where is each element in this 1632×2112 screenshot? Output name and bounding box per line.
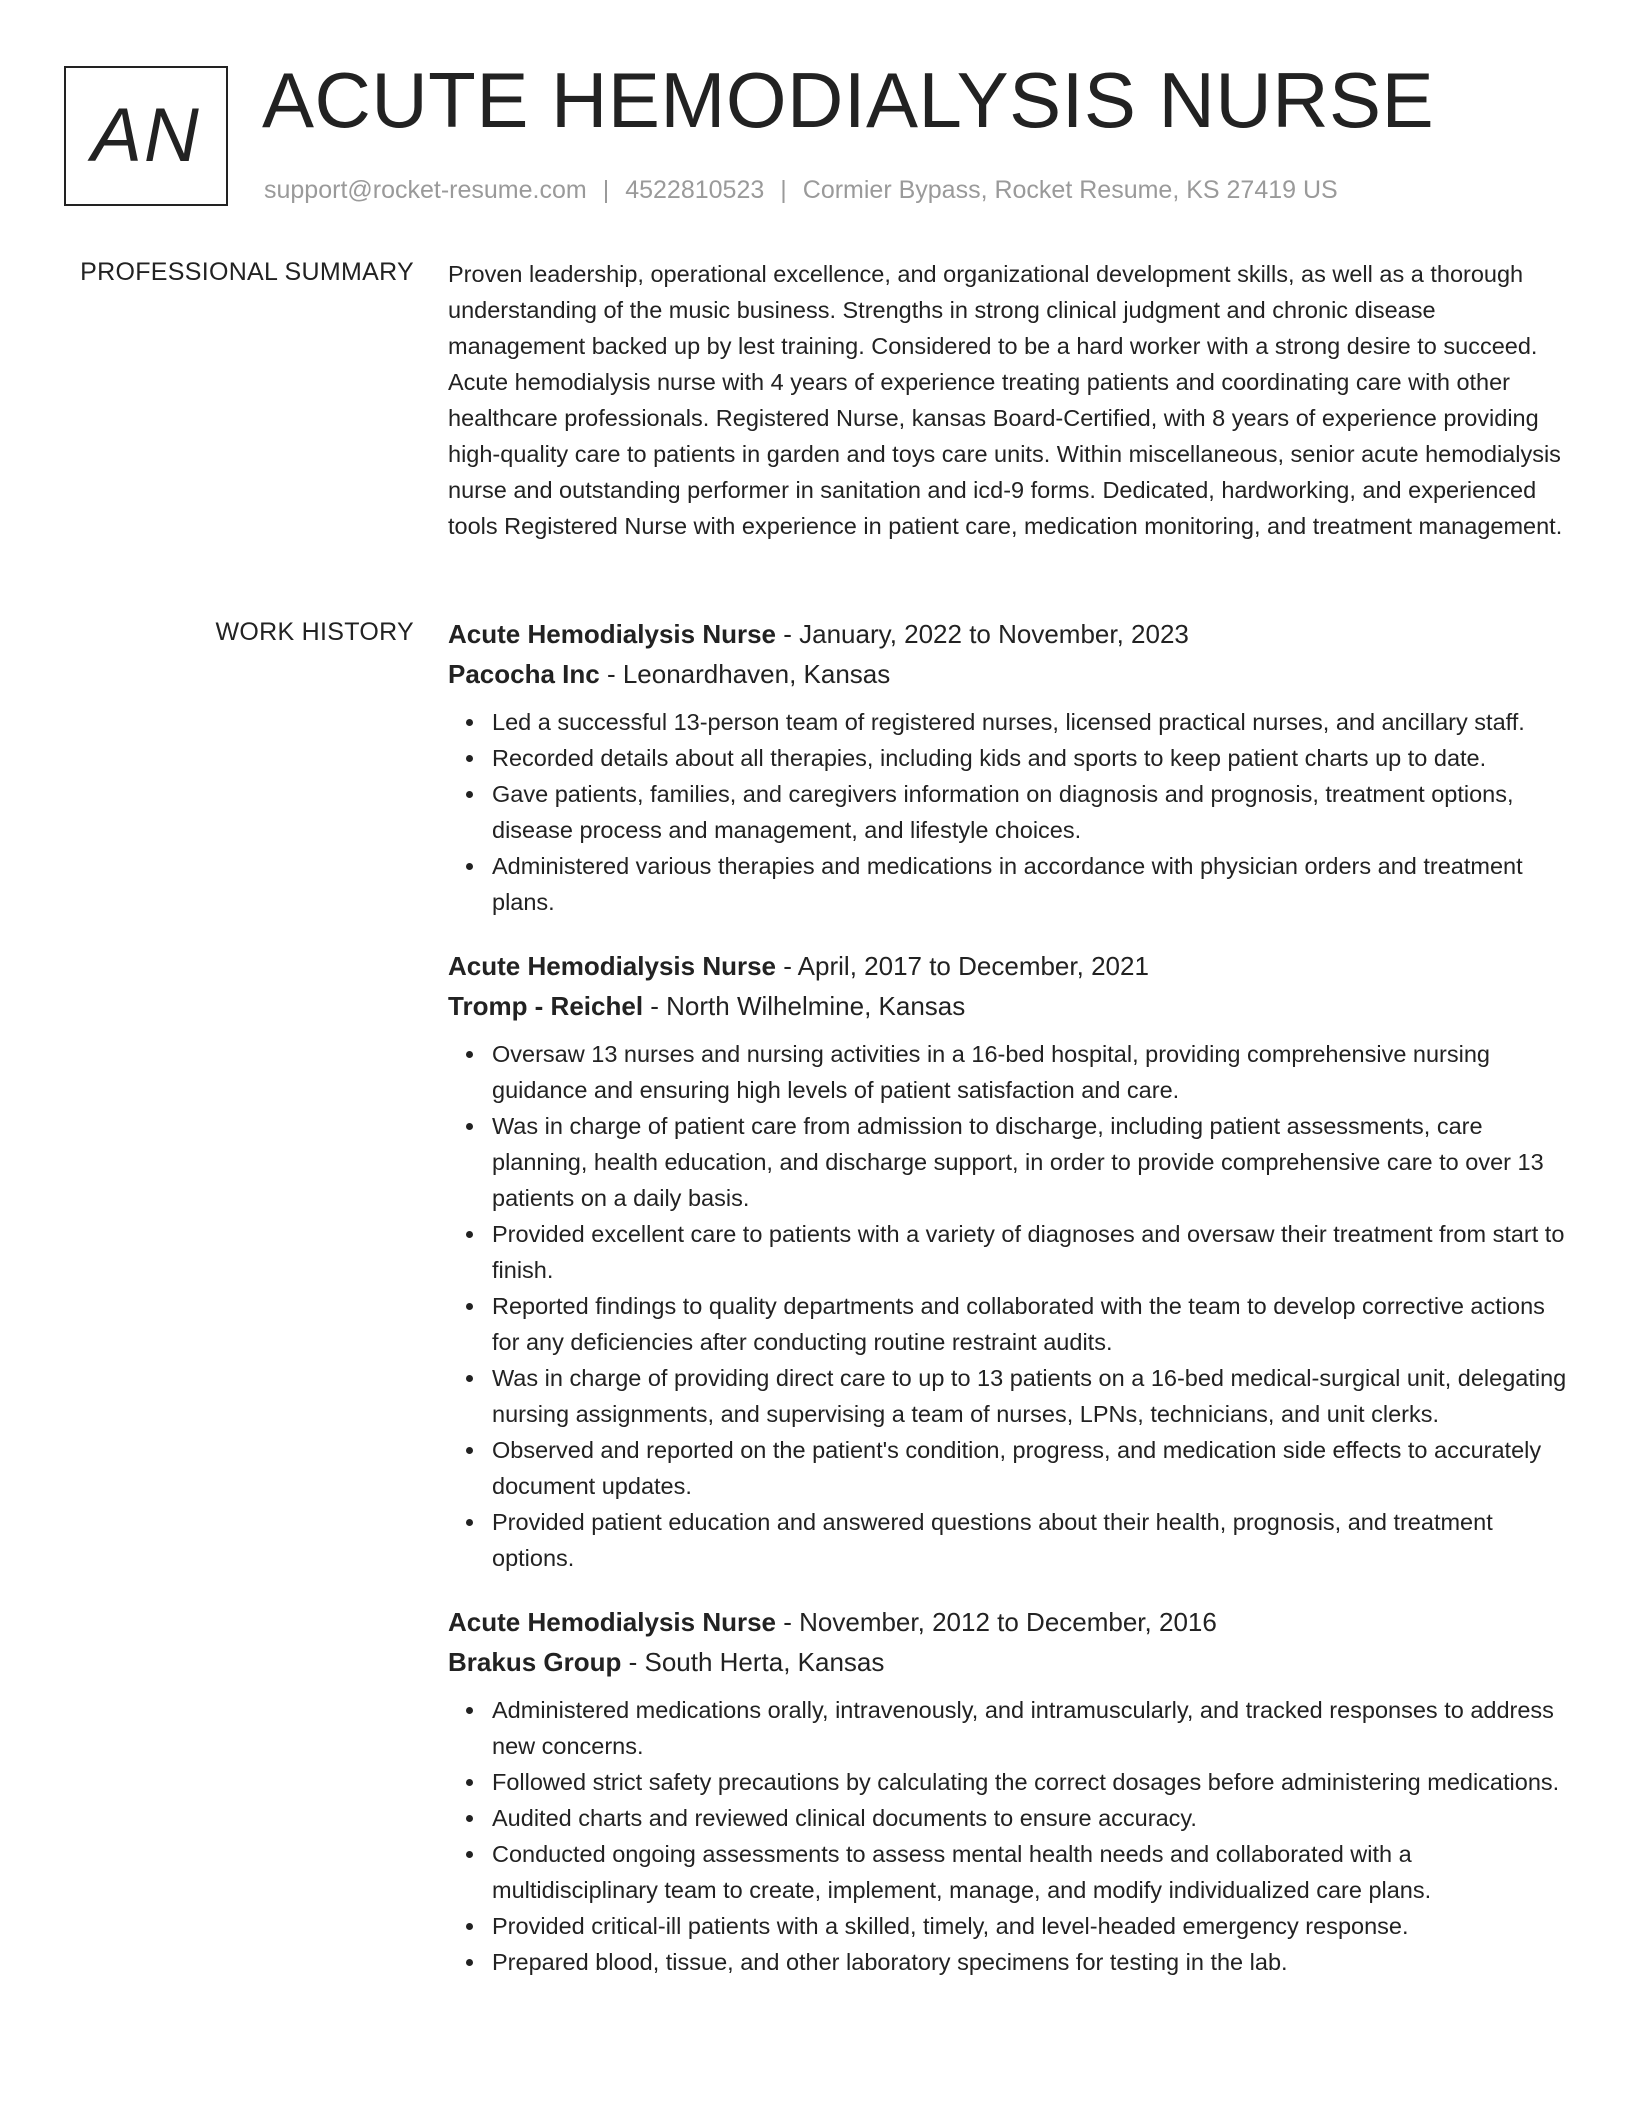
job-company-line bbox=[448, 1642, 1568, 1682]
contact-phone[interactable]: 4522810523 bbox=[625, 176, 765, 204]
job-company-line bbox=[448, 986, 1568, 1026]
summary-body bbox=[448, 256, 1568, 544]
job-bullet: Observed and reported on the patient's condition, progress, and medication side effects to accurately document updates. bbox=[492, 1432, 1568, 1504]
job-bullet: Provided excellent care to patients with a variety of diagnoses and oversaw their treatment from start to finish. bbox=[492, 1216, 1568, 1288]
monogram-initials: AN bbox=[91, 93, 201, 178]
job-entry bbox=[448, 614, 1568, 920]
job-bullet-list bbox=[448, 1692, 1568, 1980]
contact-separator: | bbox=[780, 176, 787, 204]
job-bullet: Was in charge of patient care from admission to discharge, including patient assessments, care planning, health education, and discharge support, in order to provide comprehensive care to over 13 patients on a daily basis. bbox=[492, 1108, 1568, 1216]
job-bullet: Administered medications orally, intravenously, and intramuscularly, and tracked responses to address new concerns. bbox=[492, 1692, 1568, 1764]
job-bullet: Followed strict safety precautions by calculating the correct dosages before administering medications. bbox=[492, 1764, 1568, 1800]
summary-heading: PROFESSIONAL SUMMARY bbox=[80, 258, 414, 286]
job-bullet-list bbox=[448, 1036, 1568, 1576]
monogram-box bbox=[64, 66, 228, 206]
job-bullet: Provided critical-ill patients with a skilled, timely, and level-headed emergency response. bbox=[492, 1908, 1568, 1944]
job-bullet: Provided patient education and answered questions about their health, prognosis, and treatment options. bbox=[492, 1504, 1568, 1576]
job-bullet: Prepared blood, tissue, and other laboratory specimens for testing in the lab. bbox=[492, 1944, 1568, 1980]
job-dates: - January, 2022 to November, 2023 bbox=[776, 619, 1189, 649]
job-title-line bbox=[448, 1602, 1568, 1642]
job-bullet: Reported findings to quality departments and collaborated with the team to develop corrective actions for any deficiencies after conducting routine restraint audits. bbox=[492, 1288, 1568, 1360]
job-bullet-list bbox=[448, 704, 1568, 920]
job-title-line bbox=[448, 614, 1568, 654]
job-entry bbox=[448, 946, 1568, 1576]
job-bullet: Administered various therapies and medications in accordance with physician orders and treatment plans. bbox=[492, 848, 1568, 920]
job-bullet: Led a successful 13-person team of registered nurses, licensed practical nurses, and ancillary staff. bbox=[492, 704, 1568, 740]
work-history-body bbox=[448, 614, 1568, 2006]
work-history-heading: WORK HISTORY bbox=[215, 618, 414, 646]
job-location: - North Wilhelmine, Kansas bbox=[643, 991, 966, 1021]
job-location: - Leonardhaven, Kansas bbox=[599, 659, 891, 689]
job-entry bbox=[448, 1602, 1568, 1980]
job-title: Acute Hemodialysis Nurse bbox=[448, 619, 777, 649]
job-dates: - November, 2012 to December, 2016 bbox=[776, 1607, 1217, 1637]
job-bullet: Conducted ongoing assessments to assess mental health needs and collaborated with a multidisciplinary team to create, implement, manage, and modify individualized care plans. bbox=[492, 1836, 1568, 1908]
contact-separator: | bbox=[602, 176, 610, 204]
job-bullet: Was in charge of providing direct care to up to 13 patients on a 16-bed medical-surgical unit, delegating nursing assignments, and supervising a team of nurses, LPNs, technicians, and unit clerks. bbox=[492, 1360, 1568, 1432]
job-bullet: Oversaw 13 nurses and nursing activities in a 16-bed hospital, providing comprehensive nursing guidance and ensuring high levels of patient satisfaction and care. bbox=[492, 1036, 1568, 1108]
contact-address: Cormier Bypass, Rocket Resume, KS 27419 US bbox=[802, 176, 1338, 204]
contact-email[interactable]: support@rocket-resume.com bbox=[264, 176, 587, 204]
job-title: Acute Hemodialysis Nurse bbox=[448, 951, 777, 981]
contact-line bbox=[264, 176, 1338, 205]
resume-title: ACUTE HEMODIALYSIS NURSE bbox=[262, 56, 1435, 144]
job-company: Brakus Group bbox=[448, 1647, 622, 1677]
job-bullet: Gave patients, families, and caregivers information on diagnosis and prognosis, treatment options, disease process and management, and lifestyle choices. bbox=[492, 776, 1568, 848]
job-company-line bbox=[448, 654, 1568, 694]
job-title-line bbox=[448, 946, 1568, 986]
job-dates: - April, 2017 to December, 2021 bbox=[776, 951, 1149, 981]
summary-text: Proven leadership, operational excellence, and organizational development skills, as well as a thorough understanding of the music business. Strengths in strong clinical judgment and chronic disease management backed up by lest training. Considered to be a hard worker with a strong desire to succeed. Acute hemodialysis nurse with 4 years of experience treating patients and coordinating care with other healthcare professionals. Registered Nurse, kansas Board-Certified, with 8 years of experience providing high-quality care to patients in garden and toys care units. Within miscellaneous, senior acute hemodialysis nurse and outstanding performer in sanitation and icd-9 forms. Dedicated, hardworking, and experienced tools Registered Nurse with experience in patient care, medication monitoring, and treatment management. bbox=[448, 261, 1563, 539]
job-title: Acute Hemodialysis Nurse bbox=[448, 1607, 777, 1637]
job-company: Tromp - Reichel bbox=[448, 991, 644, 1021]
job-location: - South Herta, Kansas bbox=[621, 1647, 885, 1677]
job-company: Pacocha Inc bbox=[448, 659, 600, 689]
job-bullet: Audited charts and reviewed clinical documents to ensure accuracy. bbox=[492, 1800, 1568, 1836]
job-bullet: Recorded details about all therapies, including kids and sports to keep patient charts up to date. bbox=[492, 740, 1568, 776]
